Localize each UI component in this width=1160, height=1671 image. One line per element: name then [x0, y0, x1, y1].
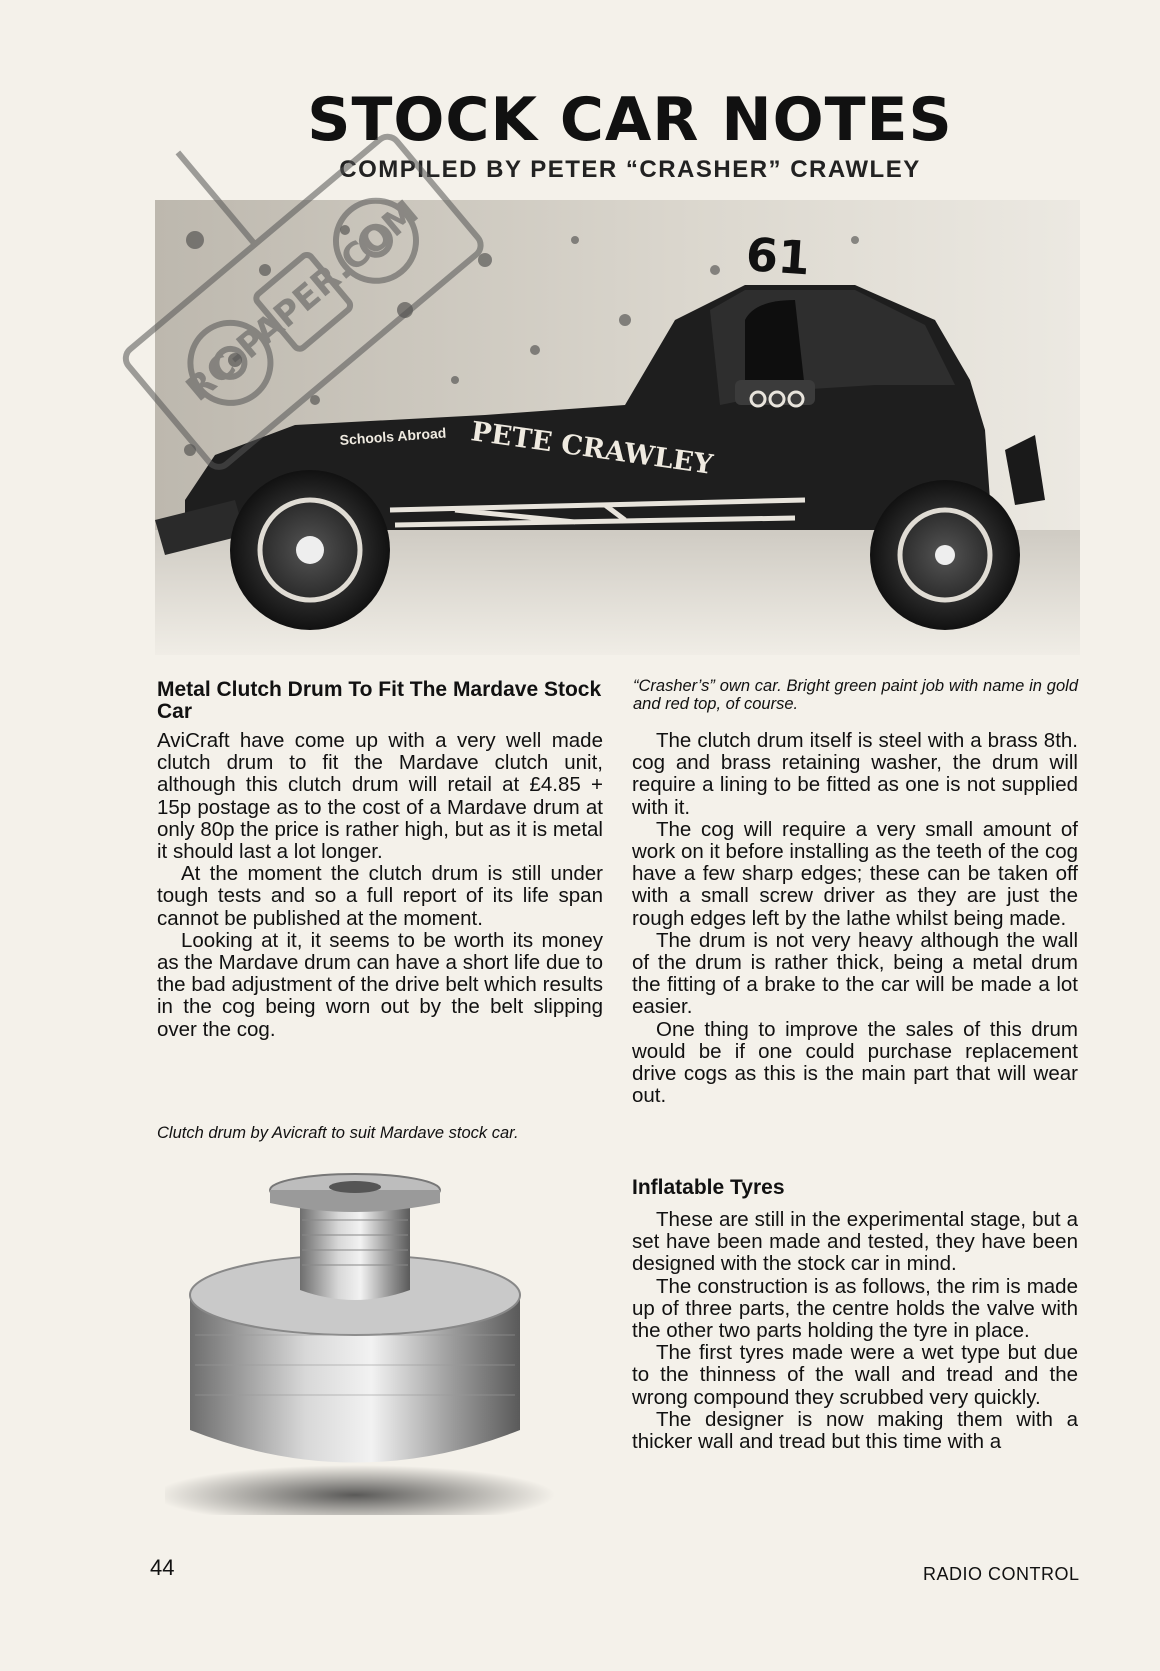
paragraph: AviCraft have come up with a very well made clutch drum to fit the Mardave clutch unit, although this clutch drum will retail at £4.85 + 15p postage as to the cost of a Mardave drum at only 80p the price is rather high, but as it is metal it should last a lot longer. — [157, 729, 603, 864]
car-photo-caption: “Crasher’s” own car. Bright green paint job with name in gold and red top, of course. — [633, 677, 1078, 713]
clutch-drum-photo — [165, 1165, 605, 1515]
clutch-drum-heading: Metal Clutch Drum To Fit The Mardave Stock Car — [157, 678, 602, 723]
publication-name: RADIO CONTROL — [923, 1564, 1080, 1584]
paragraph: The cog will require a very small amount of work on it before installing as the teeth of the cog have a few sharp edges; these can be taken off with a small screw driver as they are just the rough edges left by the lathe whilst being made. — [632, 817, 1078, 930]
paragraph: The first tyres made were a wet type but due to the thinness of the wall and tread and the wrong compound they scrubbed very quickly. — [632, 1341, 1078, 1409]
page-number: 44 — [150, 1555, 175, 1580]
car-side-text: Schools Abroad — [339, 424, 447, 448]
inflatable-tyres-heading: Inflatable Tyres — [632, 1176, 785, 1199]
byline: COMPILED BY PETER “CRASHER” CRAWLEY — [339, 156, 921, 183]
left-column-body — [157, 730, 603, 1041]
right-column-body — [632, 730, 1078, 1107]
paragraph: These are still in the experimental stage, but a set have been made and tested, they have been designed with the stock car in mind. — [632, 1208, 1078, 1276]
car-name-text: PETE CRAWLEY — [469, 416, 715, 481]
watermark-text: RC-PAPER.COM — [178, 192, 427, 410]
watermark-logo — [85, 88, 515, 508]
page-title: STOCK CAR NOTES — [307, 85, 953, 155]
clutch-drum-caption: Clutch drum by Avicraft to suit Mardave stock car. — [157, 1124, 519, 1142]
paragraph: The construction is as follows, the rim is made up of three parts, the centre holds the valve with the other two parts holding the tyre in place. — [632, 1274, 1078, 1343]
tyres-body — [632, 1209, 1078, 1453]
paragraph: The drum is not very heavy although the wall of the drum is rather thick, being a metal drum the fitting of a brake to the car will be made a lot easier. — [632, 928, 1078, 1019]
paragraph: The clutch drum itself is steel with a brass 8th. cog and brass retaining washer, the drum will require a lining to be fitted as one is not supplied with it. — [632, 729, 1078, 819]
paragraph: Looking at it, it seems to be worth its money as the Mardave drum can have a short life due to the bad adjustment of the drive belt which results in the cog being worn out by the belt slipping over the cog. — [157, 928, 603, 1041]
paragraph: The designer is now making them with a thicker wall and tread but this time with a — [632, 1407, 1078, 1454]
car-number-text: 61 — [744, 227, 812, 286]
paragraph: At the moment the clutch drum is still under tough tests and so a full report of its life span cannot be published at the moment. — [157, 862, 603, 930]
paragraph: One thing to improve the sales of this drum would be if one could purchase replacement drive cogs as this is the main part that will wear out. — [632, 1017, 1078, 1108]
